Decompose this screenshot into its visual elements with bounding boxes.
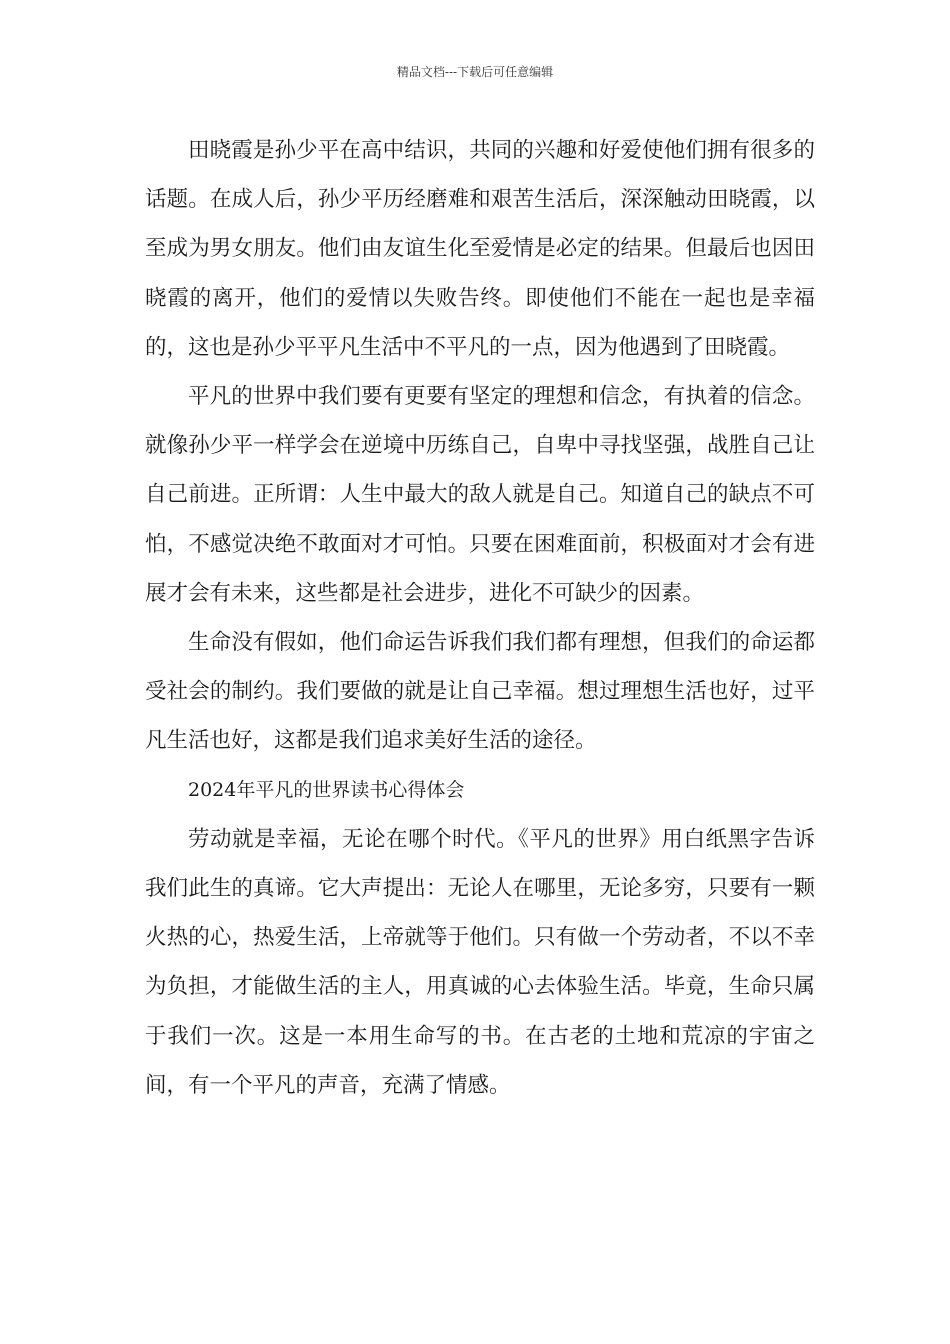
paragraph-life-no-ifs: 生命没有假如，他们命运告诉我们我们都有理想，但我们的命运都受社会的制约。我们要做的就是让自己幸福。想过理想生活也好，过平凡生活也好，这都是我们追求美好生活的途径。 [145,630,815,754]
paragraph-labor-is-happiness: 劳动就是幸福，无论在哪个时代。《平凡的世界》用白纸黑字告诉我们此生的真谛。它大声提出：无论人在哪里，无论多穷，只要有一颗火热的心，热爱生活，上帝就等于他们。只有做一个劳动者，不以不幸为负担，才能做生活的主人，用真诚的心去体验生活。毕竟，生命只属于我们一次。这是一本用生命写的书。在古老的土地和荒凉的宇宙之间，有一个平凡的声音，充满了情感。 [145,826,815,1098]
section-title: 2024年平凡的世界读书心得体会 [188,778,465,801]
document-body [145,126,815,1110]
paragraph-ideals-and-beliefs: 平凡的世界中我们要有更要有坚定的理想和信念，有执着的信念。就像孙少平一样学会在逆境中历练自己，自卑中寻找坚强，战胜自己让自己前进。正所谓：人生中最大的敌人就是自己。知道自己的缺点不可怕，不感觉决绝不敢面对才可怕。只要在困难面前，积极面对才会有进展才会有未来，这些都是社会进步，进化不可缺少的因素。 [145,384,815,606]
paragraph-tian-xiaoxia: 田晓霞是孙少平在高中结识，共同的兴趣和好爱使他们拥有很多的话题。在成人后，孙少平历经磨难和艰苦生活后，深深触动田晓霞，以至成为男女朋友。他们由友谊生化至爱情是必定的结果。但最后也因田晓霞的离开，他们的爱情以失败告终。即使他们不能在一起也是幸福的，这也是孙少平平凡生活中不平凡的一点，因为他遇到了田晓霞。 [145,138,815,360]
page-header: 精品文档---下载后可任意编辑 [396,65,554,79]
